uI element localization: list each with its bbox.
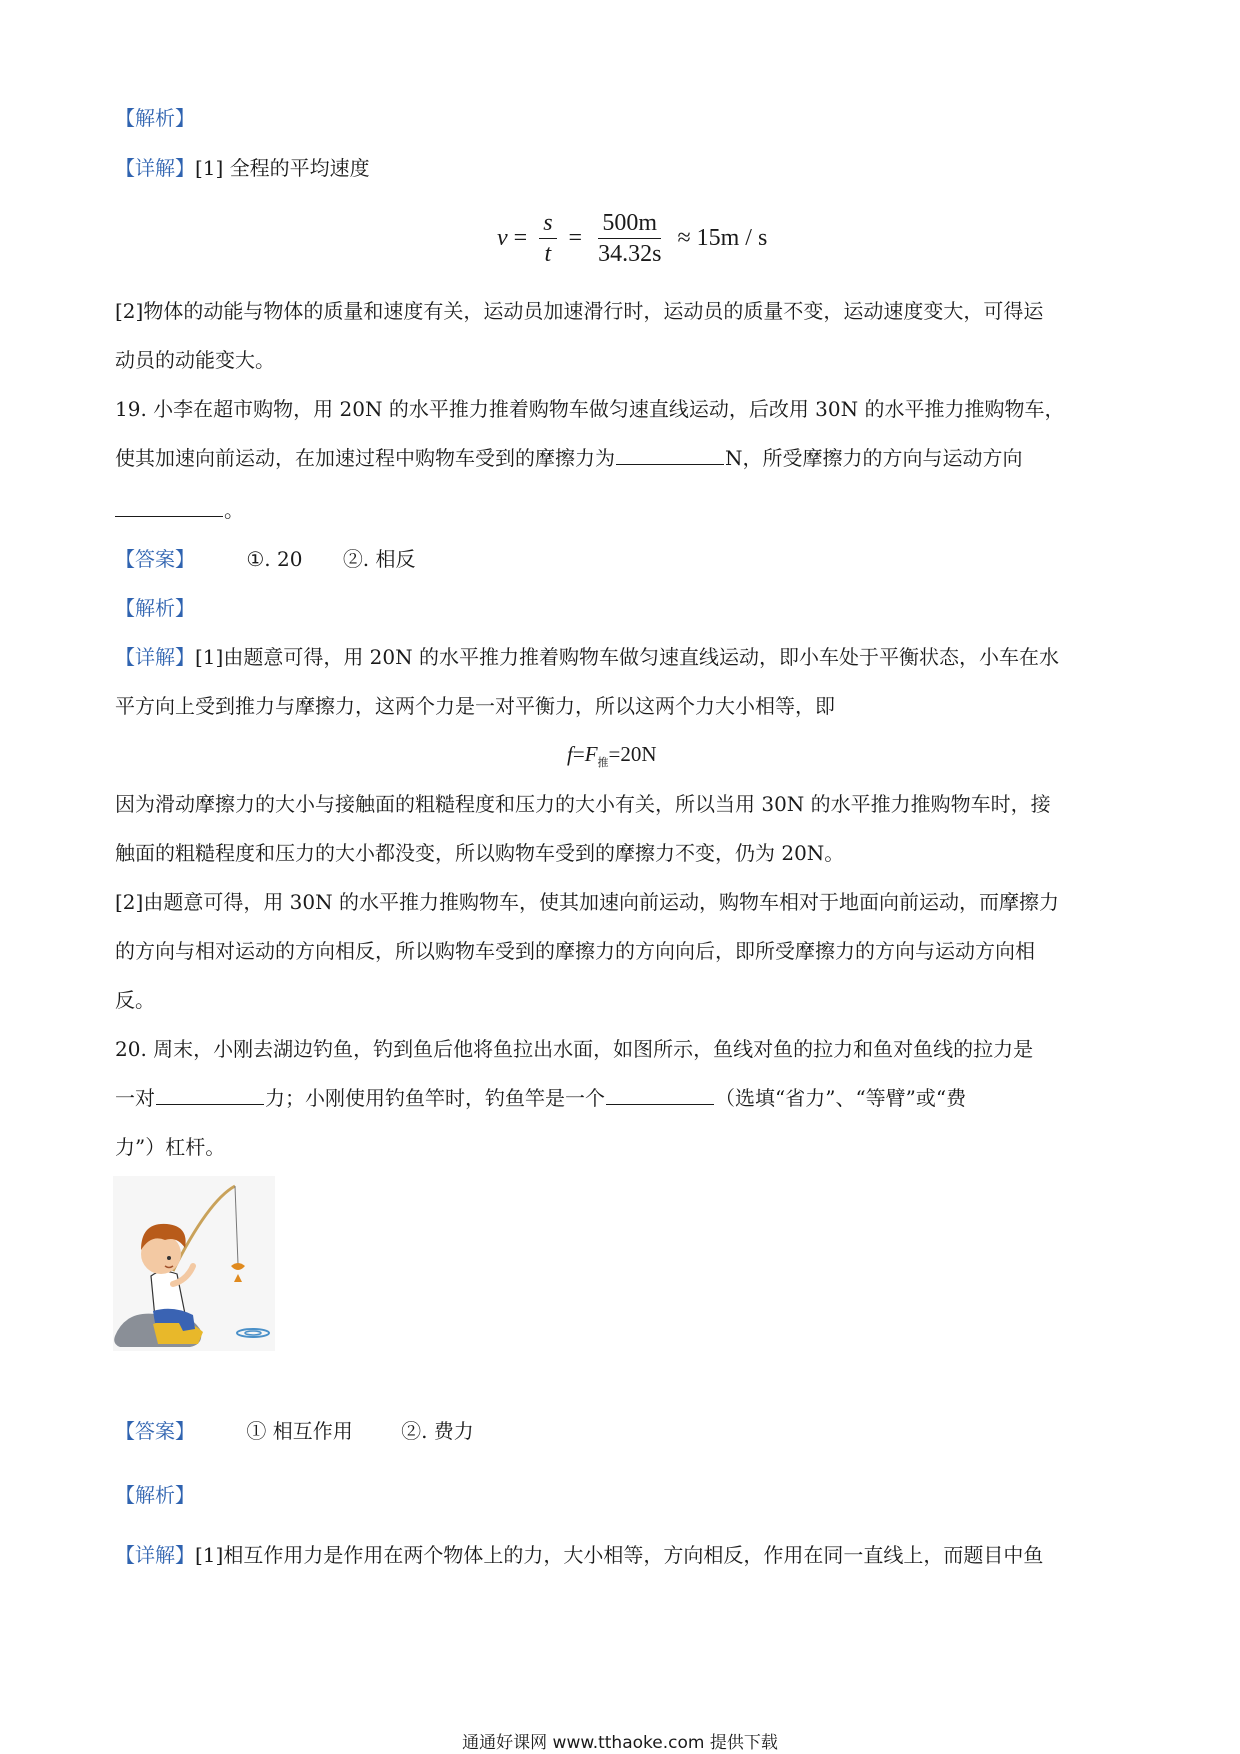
- q20-line2b: 力；小刚使用钓鱼竿时，钓鱼竿是一个: [265, 1086, 605, 1110]
- analysis-tag: 【解析】: [115, 106, 195, 130]
- paragraph-2-line2: 动员的动能变大。: [115, 348, 275, 372]
- paragraph-2-line1: [2]物体的动能与物体的质量和速度有关，运动员加速滑行时，运动员的质量不变，运动速度变大，可得运: [115, 299, 1044, 323]
- formula-result: ≈ 15m / s: [671, 225, 768, 251]
- q20-line3: 力”）杠杆。: [115, 1135, 226, 1159]
- fraction-st: [539, 208, 556, 269]
- detail-text: [1] 全程的平均速度: [195, 156, 370, 180]
- q19-line2: [115, 444, 1023, 472]
- detail-line: [115, 154, 370, 182]
- q19-line3: [115, 496, 244, 524]
- fraction-t: t: [544, 241, 552, 267]
- average-speed-formula: [497, 208, 767, 269]
- q19-detail-tag: 【详解】: [115, 645, 195, 669]
- q19-d1: [1]由题意可得，用 20N 的水平推力推着购物车做匀速直线运动，即小车处于平衡状态，小车在水: [195, 645, 1059, 669]
- q19-detail-1: [115, 643, 1059, 671]
- q20-detail-tag: 【详解】: [115, 1543, 195, 1567]
- q20-detail-1: [115, 1541, 1043, 1569]
- formula-v: v: [497, 225, 508, 251]
- q19-line1: 19. 小李在超市购物，用 20N 的水平推力推着购物车做匀速直线运动，后改用 30N 的水平推力推购物车，: [115, 397, 1065, 421]
- friction-formula: [567, 742, 657, 770]
- q19-detail-3: 因为滑动摩擦力的大小与接触面的粗糙程度和压力的大小有关，所以当用 30N 的水平推力推购物车时，接: [115, 792, 1051, 816]
- fishing-boy-illustration: [113, 1176, 275, 1351]
- q19-detail-5: [2]由题意可得，用 30N 的水平推力推购物车，使其加速向前运动，购物车相对于地面向前运动，而摩擦力: [115, 890, 1059, 914]
- formula-f: f: [567, 742, 573, 766]
- q20-analysis-tag: 【解析】: [115, 1483, 195, 1507]
- q20-answer-2: ②. 费力: [401, 1419, 474, 1443]
- q20-blank-2[interactable]: [606, 1084, 714, 1105]
- q20-answer-tag: 【答案】: [115, 1419, 195, 1443]
- q20-line2: [115, 1084, 966, 1112]
- footer-source: 通通好课网 www.tthaoke.com 提供下载: [462, 1733, 778, 1753]
- q19-blank-2[interactable]: [115, 496, 223, 517]
- formula-F: F: [584, 742, 598, 766]
- q19-answer: [115, 545, 416, 573]
- q19-blank-1[interactable]: [616, 444, 724, 465]
- formula-eq: =: [507, 225, 534, 251]
- q19-answer-1: ①. 20: [246, 547, 303, 571]
- q20-line2c: （选填“省力”、“等臂”或“费: [715, 1086, 967, 1110]
- formula-eq-2: =: [562, 225, 589, 251]
- formula-val: =20N: [608, 742, 657, 766]
- fraction-num: 500m: [598, 208, 661, 239]
- detail-tag: 【详解】: [115, 156, 195, 180]
- q19-detail-6: 的方向与相对运动的方向相反，所以购物车受到的摩擦力的方向向后，即所受摩擦力的方向与运动方向相: [115, 939, 1035, 963]
- q19-line2b: N，所受摩擦力的方向与运动方向: [725, 446, 1023, 470]
- q20-answer: [115, 1417, 474, 1445]
- formula-eq-f: =: [572, 742, 585, 766]
- fraction-values: [594, 208, 665, 269]
- answer-tag: 【答案】: [115, 547, 195, 571]
- q19-detail-2: 平方向上受到推力与摩擦力，这两个力是一对平衡力，所以这两个力大小相等，即: [115, 694, 835, 718]
- q19-detail-7: 反。: [115, 988, 155, 1012]
- fraction-den: 34.32s: [598, 241, 662, 267]
- q19-answer-2: ②. 相反: [342, 547, 416, 571]
- q19-detail-4: 触面的粗糙程度和压力的大小都没变，所以购物车受到的摩擦力不变，仍为 20N。: [115, 841, 845, 865]
- q19-line3-end: 。: [224, 498, 244, 522]
- q20-line1: 20. 周末，小刚去湖边钓鱼，钓到鱼后他将鱼拉出水面，如图所示，鱼线对鱼的拉力和鱼对鱼线的拉力是: [115, 1037, 1034, 1061]
- q19-line2a: 使其加速向前运动，在加速过程中购物车受到的摩擦力为: [115, 446, 615, 470]
- q20-answer-1: ① 相互作用: [246, 1419, 353, 1443]
- q20-blank-1[interactable]: [156, 1084, 264, 1105]
- q20-line2a: 一对: [115, 1086, 155, 1110]
- q20-d1: [1]相互作用力是作用在两个物体上的力，大小相等，方向相反，作用在同一直线上，而题目中鱼: [195, 1543, 1044, 1567]
- q19-analysis-tag: 【解析】: [115, 596, 195, 620]
- formula-sub: 推: [597, 756, 609, 770]
- fraction-s: s: [539, 208, 556, 239]
